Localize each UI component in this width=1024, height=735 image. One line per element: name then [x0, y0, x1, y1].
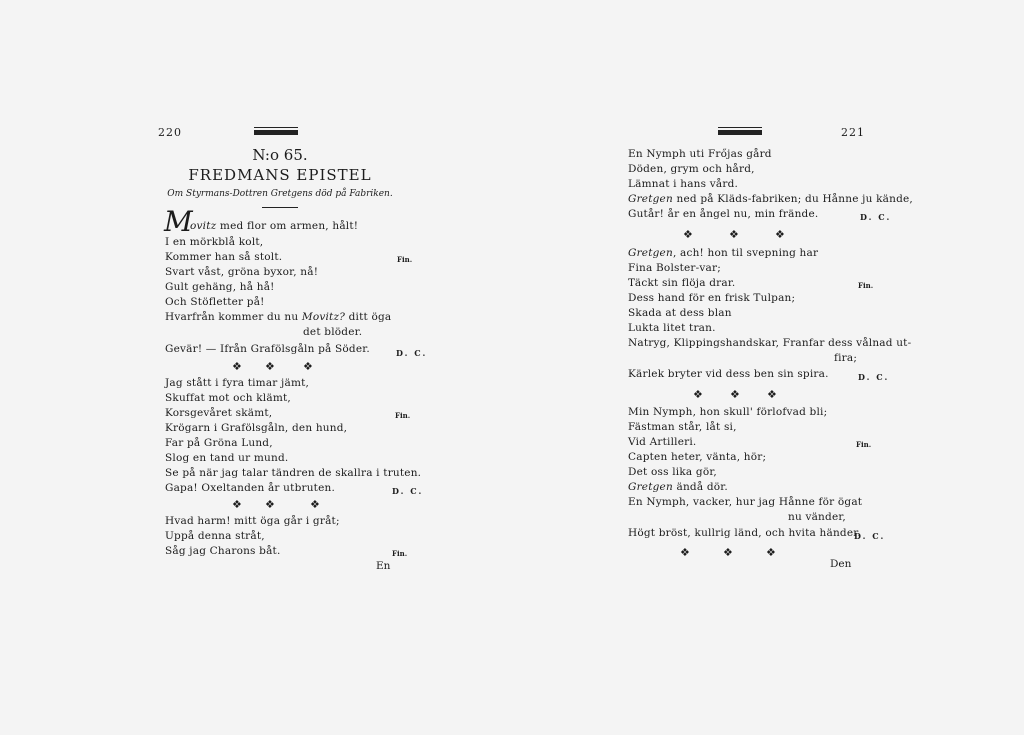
verse-line: Såg jag Charons båt.: [165, 545, 281, 557]
verse-line: Jag stått i fyra timar jämt,: [165, 377, 310, 389]
verse-line: Det oss lika gör,: [628, 466, 717, 478]
ornament-icon: ❖: [729, 228, 739, 241]
ornament-icon: ❖: [766, 546, 776, 559]
fin-marker: Fin.: [856, 440, 872, 449]
verse-line: Lukta litet tran.: [628, 322, 716, 334]
ornament-icon: ❖: [693, 388, 703, 401]
verse-line: Dess hand för en frisk Tulpan;: [628, 292, 796, 304]
verse-line: Uppå denna stråt,: [165, 530, 265, 542]
fin-marker: Fin.: [397, 255, 413, 264]
ornament-icon: ❖: [303, 360, 313, 373]
verse-line: Gretgen ändå dör.: [628, 481, 728, 493]
ornament-icon: ❖: [767, 388, 777, 401]
verse-line: Döden, grym och hård,: [628, 163, 755, 175]
page-number: 220: [158, 126, 182, 139]
ornament-icon: ❖: [265, 360, 275, 373]
verse-line: Slog en tand ur mund.: [165, 452, 289, 464]
verse-line: Min Nymph, hon skull' förlofvad bli;: [628, 406, 828, 418]
ornament-icon: ❖: [775, 228, 785, 241]
verse-line: Gretgen, ach! hon til svepning har: [628, 247, 819, 259]
verse-line: Natryg, Klippingshandskar, Franfar dess vålnad ut-: [628, 337, 912, 349]
catchword: En: [376, 560, 391, 572]
verse-line: Gapa! Oxeltanden år utbruten.: [165, 482, 336, 494]
verse-line: fira;: [834, 352, 858, 364]
verse-line: Hvad harm! mitt öga går i gråt;: [165, 515, 340, 527]
verse-line: Skuffat mot och klämt,: [165, 392, 291, 404]
verse-line: Capten heter, vänta, hör;: [628, 451, 767, 463]
verse-line: ovitz med flor om armen, hålt!: [190, 220, 359, 232]
verse-line: Och Stöfletter på!: [165, 296, 265, 308]
verse-line: nu vänder,: [788, 511, 846, 523]
header-rule: [254, 130, 298, 135]
verse-line: Far på Gröna Lund,: [165, 437, 273, 449]
epistle-subtitle: Om Styrmans-Dottren Gretgens död på Fabriken.: [167, 189, 393, 199]
title-rule: [262, 207, 298, 208]
verse-line: Gult gehäng, hå hå!: [165, 281, 275, 293]
ornament-icon: ❖: [683, 228, 693, 241]
drop-cap: M: [164, 205, 193, 238]
catchword: Den: [830, 558, 852, 570]
epistle-heading: [160, 146, 400, 208]
epistle-title: FREDMANS EPISTEL: [188, 166, 372, 184]
verse-line: Krögarn i Grafölsgåln, den hund,: [165, 422, 348, 434]
right-page: [512, 0, 1024, 735]
epistle-number: N:o 65.: [252, 146, 308, 164]
dc-marker: D. C.: [392, 486, 424, 496]
verse-line: Se på när jag talar tändren de skallra i truten.: [165, 467, 422, 479]
verse-line: Gutår! år en ångel nu, min frände.: [628, 208, 819, 220]
fin-marker: Fin.: [395, 411, 411, 420]
verse-line: Täckt sin flöja drar.: [628, 277, 736, 289]
fin-marker: Fin.: [392, 549, 408, 558]
header-rule: [718, 130, 762, 135]
ornament-icon: ❖: [232, 360, 242, 373]
dc-marker: D. C.: [854, 531, 886, 541]
verse-line: Kommer han så stolt.: [165, 251, 283, 263]
verse-line: En Nymph, vacker, hur jag Hånne för ögat: [628, 496, 863, 508]
page-number: 221: [841, 126, 865, 139]
verse-line: Hvarfrån kommer du nu Movitz? ditt öga: [165, 311, 392, 323]
verse-line: Fästman står, låt si,: [628, 421, 737, 433]
ornament-icon: ❖: [680, 546, 690, 559]
dc-marker: D. C.: [396, 348, 428, 358]
verse-line: Gevär! — Ifrån Grafölsgåln på Söder.: [165, 343, 370, 355]
verse-line: Korsgevåret skämt,: [165, 407, 273, 419]
verse-line: Fina Bolster-var;: [628, 262, 721, 274]
verse-line: Lämnat i hans vård.: [628, 178, 739, 190]
verse-line: En Nymph uti Frőjas gård: [628, 148, 772, 160]
verse-line: Kärlek bryter vid dess ben sin spira.: [628, 368, 829, 380]
verse-line: Gretgen ned på Kläds-fabriken; du Hånne ju kände,: [628, 193, 913, 205]
verse-line: Högt bröst, kullrig länd, och hvita händer.: [628, 527, 861, 539]
ornament-icon: ❖: [232, 498, 242, 511]
verse-line: Svart våst, gröna byxor, nå!: [165, 266, 319, 278]
dc-marker: D. C.: [858, 372, 890, 382]
ornament-icon: ❖: [723, 546, 733, 559]
ornament-icon: ❖: [265, 498, 275, 511]
ornament-icon: ❖: [730, 388, 740, 401]
fin-marker: Fin.: [858, 281, 874, 290]
verse-line: Vid Artilleri.: [628, 436, 697, 448]
ornament-icon: ❖: [310, 498, 320, 511]
dc-marker: D. C.: [860, 212, 892, 222]
verse-line: det blöder.: [303, 326, 363, 338]
verse-line: I en mörkblå kolt,: [165, 236, 264, 248]
verse-line: Skada at dess blan: [628, 307, 732, 319]
